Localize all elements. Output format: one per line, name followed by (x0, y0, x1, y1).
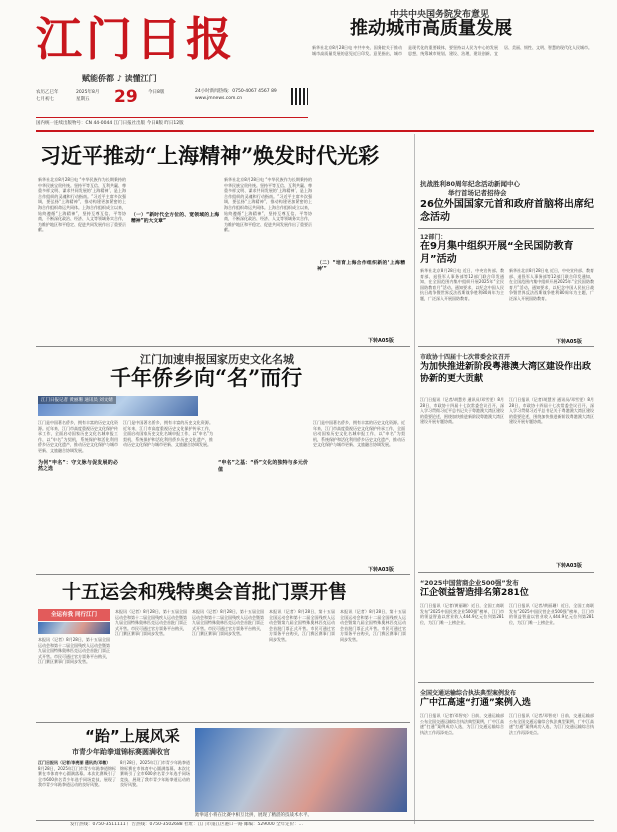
overseas-continue: 下转A03版 (368, 567, 394, 573)
hotline: 24小时新闻热线：0750-4067 4567 89 (195, 89, 277, 94)
dance-caption: 跆拳道小将在比赛中相互比拼，展现了精湛的技战术水平。 (195, 813, 312, 818)
overseas-body-col4: 江门是中国著名侨乡，拥有丰富的历史文化资源。近年来，江门市高度重视历史文化保护传承工作，全面启动国家历史文化名城申报工作，以“申名”为契机，系统保护和活化利用侨乡历史文化遗产，推动历史文化保护与城市更新、文旅融合协调发展。 (313, 420, 405, 448)
overseas-kicker: 江门加速申报国家历史文化名城 (140, 353, 294, 366)
overseas-sub2: “申名”之基：“侨”文化的独特与多元价值 (218, 460, 308, 473)
sidebar-divider (414, 134, 415, 824)
edu-continue: 下转A05版 (556, 339, 582, 345)
footer-text: 发行热线：0750-3511111 广告热线：0750-3502688 社址：江门市蓬江区港口一路 邮编：529000 全年定价：... (70, 822, 303, 827)
lead-body-col3: 新华社北京8月28日电 “中华民族作为长期秉持的中华民族宝贵传统。坚持平等互信、互利共赢、尊重多样文明、谋求共同发展的‘上海精神’，是上海合作组织的灵魂和行动指南。”习近平主席多次强调，要弘扬“上海精神”，推动构建更加紧密的上海合作组织命运共同体。上海合作组织成立以来，始终遵循“上海精神”，坚持互尊互信、平等协商，不断深化政治、经济、人文等领域务实合作，为维护地区和平稳定、促进共同发展作出了重要贡献。 (224, 177, 312, 233)
dance-body-col2: 8月28日，2025年江门市青少年跆拳道锦标赛在市体育中心圆满落幕。本次比赛吸引了全市600余名青少年选手同场竞技，展现了我市青少年跆拳道运动的良好风貌。 (120, 760, 190, 788)
games-banner: 全运有我 同行江门 (38, 609, 110, 621)
games-body-col5: 本报讯（记者）8月28日，第十五届全国运动会和第十二届全国残疾人运动会暨第九届全国特殊奥林匹克运动会首批门票正式开售。市民可通过官方票务平台购买，江门赛区赛事门票同步发售。 (340, 609, 406, 642)
lead-body-col2 (131, 177, 219, 332)
overseas-body-col2: 江门是中国著名侨乡，拥有丰富的历史文化资源。近年来，江门市高度重视历史文化保护传承工作，全面启动国家历史文化名城申报工作，以“申名”为契机，系统保护和活化利用侨乡历史文化遗产，推动历史文化保护与城市更新、文旅融合协调发展。 (123, 420, 213, 448)
overseas-byline: 江门日报记者 黄丽珊 通讯员 刘文婧 (38, 396, 116, 404)
antiwar-title: 26位外国国家元首和政府首脑将出席纪念活动 (420, 199, 594, 223)
games-body-col2: 本报讯（记者）8月28日，第十五届全国运动会和第十二届全国残疾人运动会暨第九届全国特殊奥林匹克运动会首批门票正式开售。市民可通过官方票务平台购买，江门赛区赛事门票同步发售。 (115, 609, 187, 637)
sidebar-rule-1 (418, 228, 594, 229)
qr-code-icon (291, 88, 308, 105)
dance-subtitle: 市青少年跆拳道锦标赛圆满收官 (72, 748, 170, 756)
edition-info: 今日8版 (148, 90, 165, 95)
lead-divider (36, 346, 410, 347)
dance-body-col1 (38, 760, 116, 820)
dance-photo (195, 728, 407, 812)
games-body-col1: 本报讯（记者）8月28日，第十五届全国运动会和第十二届全国残疾人运动会暨第九届全国特殊奥林匹克运动会首批门票正式开售。市民可通过官方票务平台购买，江门赛区赛事门票同步发售。 (38, 637, 110, 665)
top-story-body: 新华社北京8月28日电 中共中央、国务院关于推动城市高质量发展的意见近日印发。意见指出，城市是现代化的重要载体，要坚持以人民为中心的发展思想，统筹城市规划、建设、治理，建设创新、宜居、美丽、韧性、文明、智慧的现代化人民城市。 (312, 45, 592, 56)
sidebar-rule-2 (418, 346, 594, 347)
antiwar-kicker: 抗战胜利80周年纪念活动新闻中心 (420, 180, 521, 188)
lead-body-col1: 新华社北京8月28日电 “中华民族作为长期秉持的中华民族宝贵传统。坚持平等互信、互利共赢、尊重多样文明、谋求共同发展的‘上海精神’，是上海合作组织的灵魂和行动指南。”习近平主席多次强调，要弘扬“上海精神”，推动构建更加紧密的上海合作组织命运共同体。上海合作组织成立以来，始终遵循“上海精神”，坚持互尊互信、平等协商，不断深化政治、经济、人文等领域务实合作，为维护地区和平稳定、促进共同发展作出了重要贡献。 (38, 177, 126, 233)
masthead-title-block (36, 14, 236, 74)
lead-subhead: （一）“新时代全方位的、宽领域的上海精神”的大文章” (131, 213, 219, 224)
edu-date: 12部门： (420, 234, 447, 241)
overseas-sub1: 为何“申名”：守文脉与促发展的必然之选 (38, 459, 118, 473)
page-top-rule (36, 130, 594, 132)
trade-kicker: 全国交通运输综合执法典型案例发布 (420, 690, 517, 697)
overseas-title: 千年侨乡向“名”而行 (110, 365, 303, 390)
games-body-col3: 本报讯（记者）8月28日，第十五届全国运动会和第十二届全国残疾人运动会暨第九届全国特殊奥林匹克运动会首批门票正式开售。市民可通过官方票务平台购买，江门赛区赛事门票同步发售。 (192, 609, 264, 637)
lead-body-col4 (317, 177, 405, 332)
gba-body-col2: 江门日报讯（记者/胡慧芳 通讯员/邓雪雯）8月28日，市政协十四届十七次常委会议召开，深入学习贯彻习近平总书记关于粤港澳大湾区建设的重要论述，围绕加快推进新阶段粤港澳大湾区建设开展专题协商。 (509, 397, 594, 425)
masthead-dateblock (36, 87, 188, 113)
lunar-date-2: 七月初七 (36, 97, 54, 102)
lunar-date-1: 农历乙巳年 (36, 90, 59, 95)
trade-title: 广中江高速“打通”案例入选 (420, 698, 531, 708)
overseas-divider (36, 574, 410, 575)
dance-byline: 江门日报讯（记者/李亮丽 通讯员/邓敏） (38, 760, 111, 765)
dance-body-text: 8月28日，2025年江门市青少年跆拳道锦标赛在市体育中心圆满落幕。本次比赛吸引了全市600余名青少年选手同场竞技，展现了我市青少年跆拳道运动的良好风貌。 (38, 765, 116, 788)
lead-continue: 下转A05版 (368, 338, 394, 344)
website: www.jmnews.com.cn (195, 96, 243, 101)
lead-subhead-2: （二）“培育上海合作组织新的‘上海精神’” (317, 261, 405, 272)
edu-body-col1: 新华社北京8月28日电 近日，中央宣传部、教育部、退役军人事务部等12部门联合印发通知，在全国范围内集中组织开展2025年“全民国防教育月”活动。通知要求，以纪念中国人民抗日战争暨世界反法西斯战争胜利80周年为主题，广泛深入开展国防教育。 (420, 268, 504, 301)
trade-body-col1: 江门日报讯（记者/邓智亮）日前，交通运输部公布全国交通运输综合执法典型案例，广中江高速“打通”案例成功入选，为江门交通运输综合执法工作再添亮点。 (420, 713, 504, 735)
overseas-body-text: 江门是中国著名侨乡，拥有丰富的历史文化资源。近年来，江门市高度重视历史文化保护传承工作，全面启动国家历史文化名城申报工作，以“申名”为契机，系统保护和活化利用侨乡历史文化遗产，推动历史文化保护与城市更新、文旅融合协调发展。 (38, 420, 118, 453)
newspaper-name: 江门日报 (36, 12, 236, 66)
gba-title: 为加快推进新阶段粤港澳大湾区建设作出政协新的更大贡献 (420, 362, 592, 384)
day-number: 29 (114, 87, 138, 107)
masthead-rule (36, 117, 308, 118)
award-body-col2: 江门日报讯（记者/黄丽珊）近日，全国工商联发布“2025中国民营企业500强”榜单，江门市的领益智造以营业收入444.9亿元位列第281位，为江门唯一上榜企业。 (509, 603, 594, 625)
award-title: 江企领益智造排名第281位 (420, 588, 529, 598)
games-divider (36, 722, 410, 723)
games-title: 十五运会和残特奥会首批门票开售 (62, 581, 348, 603)
award-kicker: “2025中国营商企业500强”发布 (420, 579, 519, 587)
masthead-slogan: 赋能侨都 ♪ 读懂江门 (82, 74, 157, 83)
footer-rule (36, 820, 594, 821)
gba-body-col1: 江门日报讯（记者/胡慧芳 通讯员/邓雪雯）8月28日，市政协十四届十七次常委会议召开，深入学习贯彻习近平总书记关于粤港澳大湾区建设的重要论述，围绕加快推进新阶段粤港澳大湾区建设开展专题协商。 (420, 397, 504, 425)
antiwar-event: 举行首场记者招待会 (448, 189, 507, 197)
sidebar-rule-4 (418, 682, 594, 683)
hotline-block (195, 88, 290, 102)
weekday: 星期五 (76, 97, 90, 102)
antiwar-kicker-block (420, 180, 594, 198)
award-body-col1: 江门日报讯（记者/黄丽珊）近日，全国工商联发布“2025中国民营企业500强”榜单，江门市的领益智造以营业收入444.9亿元位列第281位，为江门唯一上榜企业。 (420, 603, 504, 625)
overseas-body-col1 (38, 420, 118, 570)
sidebar-rule-3 (418, 572, 594, 573)
games-banner-art (38, 622, 110, 634)
edu-title: 在9月集中组织开展“全民国防教育月”活动 (420, 241, 574, 265)
top-story-kicker: 中共中央国务院发布意见 (390, 10, 490, 20)
lead-title: 习近平推动“上海精神”焕发时代光彩 (40, 143, 380, 168)
games-body-col4: 本报讯（记者）8月28日，第十五届全国运动会和第十二届全国残疾人运动会暨第九届全国特殊奥林匹克运动会首批门票正式开售。市民可通过官方票务平台购买，江门赛区赛事门票同步发售。 (269, 609, 335, 642)
trade-body-col2: 江门日报讯（记者/邓智亮）日前，交通运输部公布全国交通运输综合执法典型案例，广中江高速“打通”案例成功入选，为江门交通运输综合执法工作再添亮点。 (509, 713, 594, 735)
issue-line: 国内统一连续出版物号：CN 44-0044 江门日报社出版 今日8版 昨日12版 (36, 121, 184, 126)
year-month: 2025年8月 (76, 90, 100, 95)
edu-body-col2: 新华社北京8月28日电 近日，中央宣传部、教育部、退役军人事务部等12部门联合印发通知，在全国范围内集中组织开展2025年“全民国防教育月”活动。通知要求，以纪念中国人民抗日战争暨世界反法西斯战争胜利80周年为主题，广泛深入开展国防教育。 (509, 268, 594, 301)
overseas-body-col3 (218, 420, 308, 570)
top-story-title: 推动城市高质量发展 (350, 18, 512, 39)
gba-kicker: 市政协十四届十七次常委会议召开 (420, 354, 511, 361)
gba-continue: 下转A03版 (556, 563, 582, 569)
dance-title: “跆”上展风采 (85, 727, 180, 745)
